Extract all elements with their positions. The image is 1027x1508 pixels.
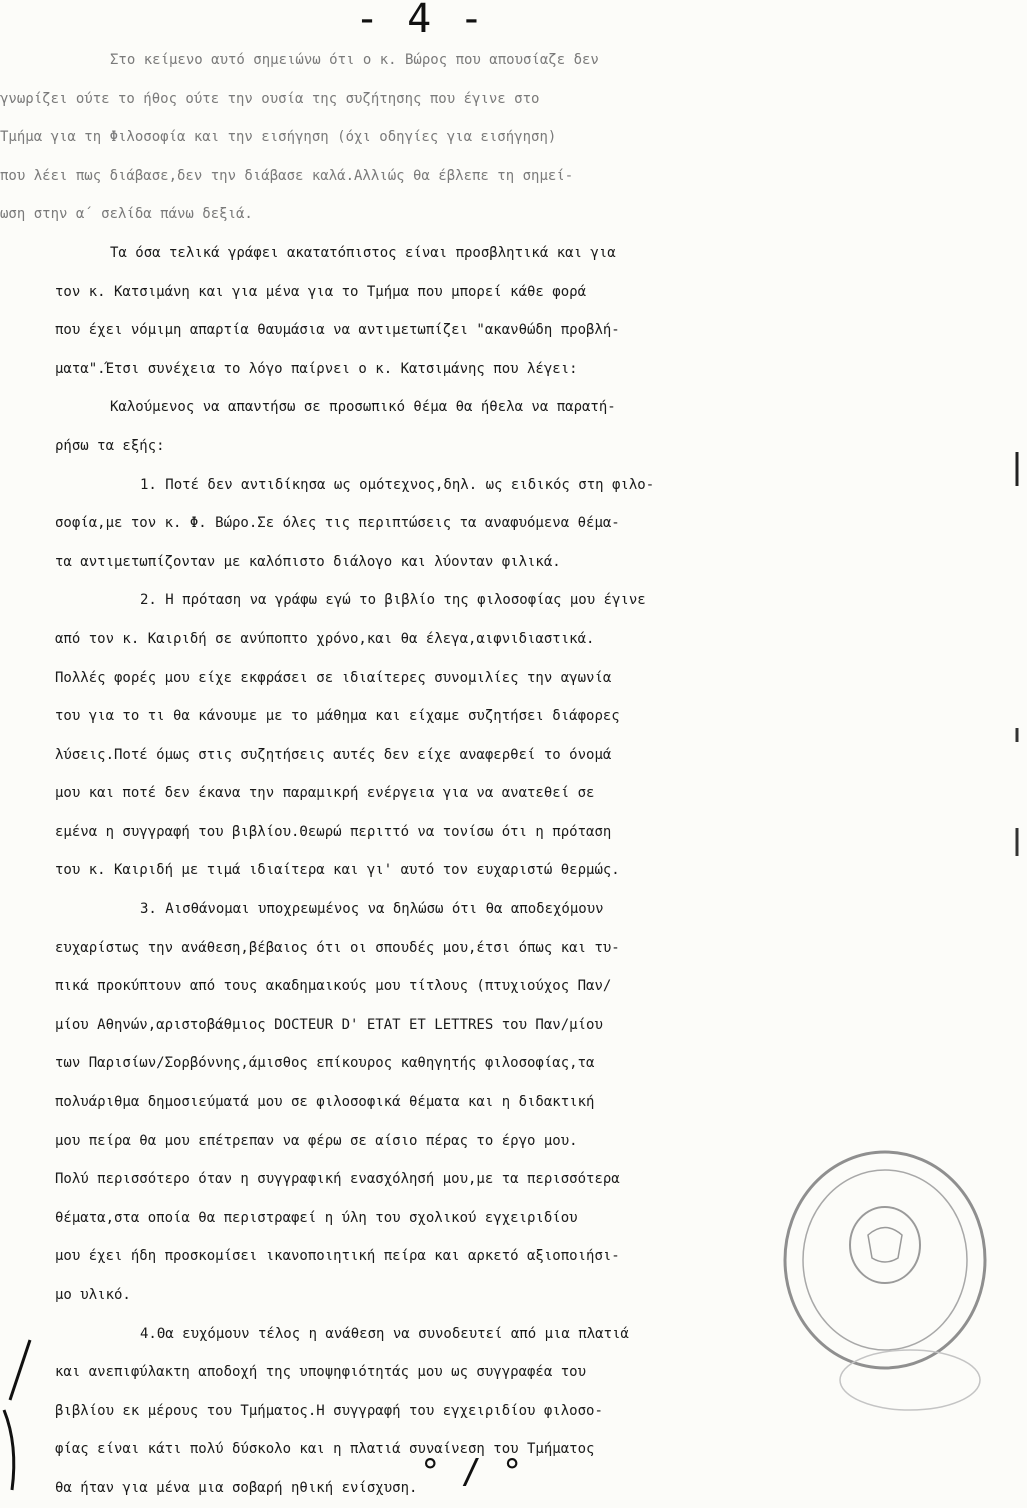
- text-line: σοφία,με τον κ. Φ. Βώρο.Σε όλες τις περιπτώσεις τα αναφυόμενα θέμα-: [55, 515, 620, 532]
- text-line: Τμήμα για τη Φιλοσοφία και την εισήγηση (όχι οδηγίες για εισήγηση): [0, 129, 557, 146]
- text-line: Πολλές φορές μου είχε εκφράσει σε ιδιαίτερες συνομιλίες την αγωνία: [55, 669, 612, 686]
- text-line: ευχαρίστως την ανάθεση,βέβαιος ότι οι σπουδές μου,έτσι όπως και τυ-: [55, 939, 620, 956]
- text-line: εμένα η συγγραφή του βιβλίου.Θεωρώ περιττό να τονίσω ότι η πρόταση: [55, 823, 612, 840]
- text-line: θέματα,στα οποία θα περιστραφεί η ύλη του σχολικού εγχειριδίου: [55, 1209, 578, 1226]
- text-line: ωση στην α΄ σελίδα πάνω δεξιά.: [0, 206, 253, 223]
- text-line: από τον κ. Καιριδή σε ανύποπτο χρόνο,και θα έλεγα,αιφνιδιαστικά.: [55, 630, 595, 647]
- text-line: του κ. Καιριδή με τιμά ιδιαίτερα και γι' αυτό τον ευχαριστώ θερμώς.: [55, 862, 620, 879]
- text-line: που έχει νόμιμη απαρτία θαυμάσια να αντιμετωπίζει "ακανθώδη προβλή-: [55, 322, 620, 339]
- text-line: του για το τι θα κάνουμε με το μάθημα και είχαμε συζητήσει διάφορες: [55, 708, 620, 725]
- right-margin-tick: [1014, 452, 1020, 486]
- text-line: 2. Η πρόταση να γράφω εγώ το βιβλίο της φιλοσοφίας μου έγινε: [140, 592, 646, 609]
- text-line: των Παρισίων/Σορβόννης,άμισθος επίκουρος καθηγητής φιλοσοφίας,τα: [55, 1055, 595, 1072]
- text-line: 4.Θα ευχόμουν τέλος η ανάθεση να συνοδευτεί από μια πλατιά: [140, 1325, 629, 1342]
- right-margin-tick: [1014, 826, 1020, 860]
- text-line: μου πείρα θα μου επέτρεπαν να φέρω σε αίσιο πέρας το έργο μου.: [55, 1132, 578, 1149]
- text-line: ρήσω τα εξής:: [55, 437, 165, 454]
- page-number-mark: - 4 -: [355, 0, 486, 42]
- text-line: μο υλικό.: [55, 1287, 131, 1303]
- text-line: θα ήταν για μένα μια σοβαρή ηθική ενίσχυση.: [55, 1479, 418, 1496]
- text-line: τον κ. Κατσιμάνη και για μένα για το Τμήμα που μπορεί κάθε φορά: [55, 283, 587, 300]
- text-line: φίας είναι κάτι πολύ δύσκολο και η πλατιά συναίνεση του Τμήματος: [55, 1441, 595, 1458]
- page-footer-mark: ° / °: [420, 1452, 523, 1492]
- text-line: τα αντιμετωπίζονταν με καλόπιστο διάλογο και λύονταν φιλικά.: [55, 553, 561, 570]
- text-line: ματα".Έτσι συνέχεια το λόγο παίρνει ο κ. Κατσιμάνης που λέγει:: [55, 360, 578, 377]
- text-line: μίου Αθηνών,αριστοβάθμιος DOCTEUR D' ETAT ET LETTRES του Παν/μίου: [55, 1016, 603, 1033]
- text-line: 3. Αισθάνομαι υποχρεωμένος να δηλώσω ότι θα αποδεχόμουν: [140, 901, 604, 918]
- right-margin-tick: [1014, 718, 1020, 752]
- text-line: Στο κείμενο αυτό σημειώνω ότι ο κ. Βώρος που απουσίαζε δεν: [110, 52, 599, 68]
- text-line: Τα όσα τελικά γράφει ακατατόπιστος είναι προσβλητικά και για: [110, 244, 616, 261]
- text-line: πικά προκύπτουν από τους ακαδημαικούς μου τίτλους (πτυχιούχος Παν/: [55, 978, 612, 995]
- text-line: βιβλίου εκ μέρους του Τμήματος.Η συγγραφή του εγχειριδίου φιλοσο-: [55, 1402, 603, 1419]
- text-line: μου και ποτέ δεν έκανα την παραμικρή ενέργεια για να ανατεθεί σε: [55, 785, 595, 802]
- margin-handwritten-stroke: [0, 1335, 40, 1495]
- text-line: γνωρίζει ούτε το ήθος ούτε την ουσία της συζήτησης που έγινε στο: [0, 90, 540, 107]
- text-line: Πολύ περισσότερο όταν η συγγραφική ενασχόλησή μου,με τα περισσότερα: [55, 1171, 620, 1188]
- text-line: που λέει πως διάβασε,δεν την διάβασε καλά.Αλλιώς θα έβλεπε τη σημεί-: [0, 167, 574, 184]
- text-line: λύσεις.Ποτέ όμως στις συζητήσεις αυτές δεν είχε αναφερθεί το όνομά: [55, 746, 612, 763]
- official-stamp-seal: [770, 1140, 1000, 1420]
- text-line: πολυάριθμα δημοσιεύματά μου σε φιλοσοφικά θέματα και η διδακτική: [55, 1094, 595, 1111]
- text-line: μου έχει ήδη προσκομίσει ικανοποιητική πείρα και αρκετό αξιοποιήσι-: [55, 1248, 620, 1265]
- text-line: και ανεπιφύλακτη αποδοχή της υποψηφιότητάς μου ως συγγραφέα του: [55, 1364, 587, 1381]
- text-line: Καλούμενος να απαντήσω σε προσωπικό θέμα θα ήθελα να παρατή-: [110, 399, 616, 416]
- text-line: 1. Ποτέ δεν αντιδίκησα ως ομότεχνος,δηλ. ως ειδικός στη φιλο-: [140, 476, 655, 493]
